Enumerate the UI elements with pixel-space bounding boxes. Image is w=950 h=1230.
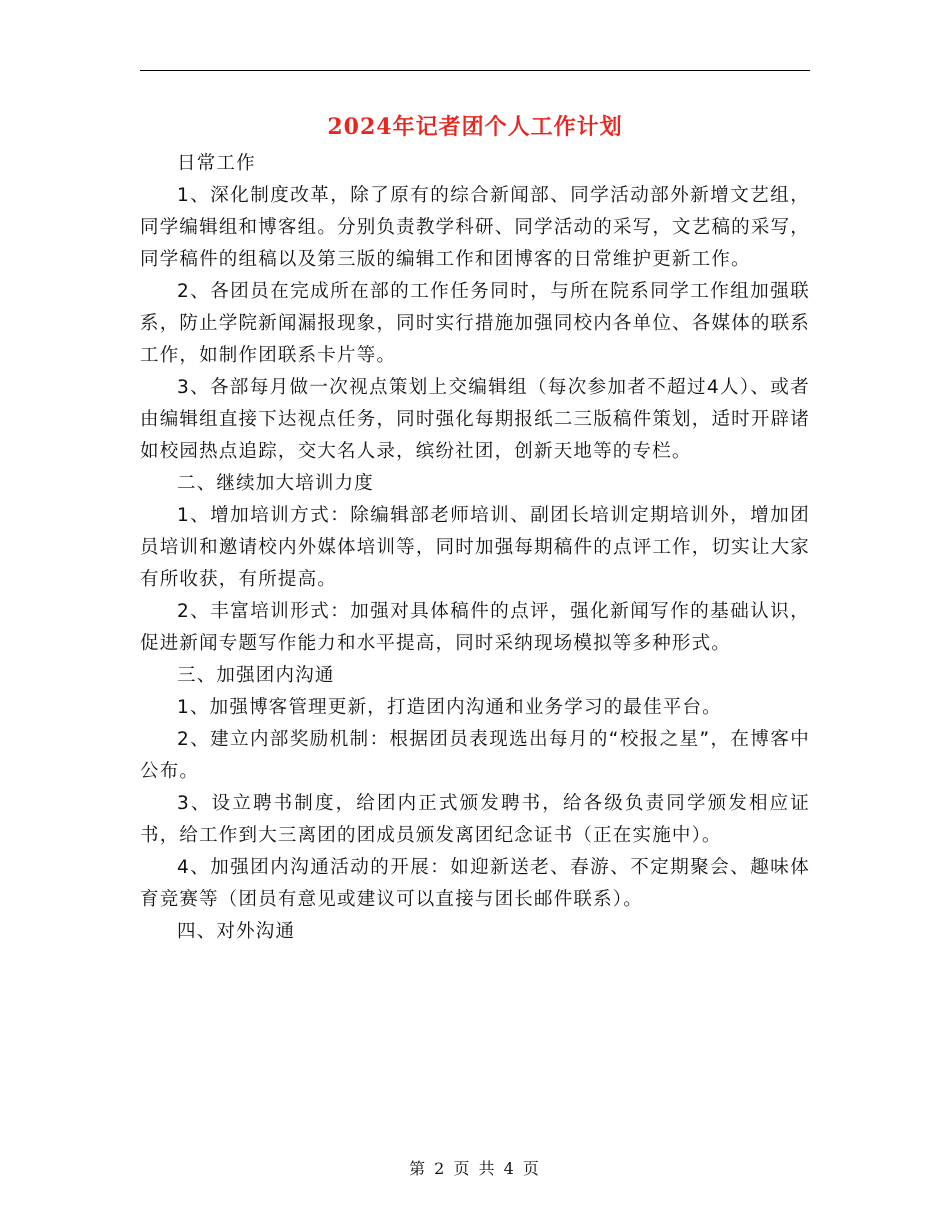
- header-rule: [140, 70, 810, 71]
- document-title: 2024年记者团个人工作计划: [327, 114, 623, 140]
- paragraph: 4、加强团内沟通活动的开展：如迎新送老、春游、不定期聚会、趣味体育竞赛等（团员有意见或建议可以直接与团长邮件联系）。: [140, 857, 810, 910]
- section-heading: 四、对外沟通: [177, 921, 296, 942]
- paragraph: 1、深化制度改革，除了原有的综合新闻部、同学活动部外新增文艺组，同学编辑组和博客组。分别负责教学科研、同学活动的采写，文艺稿的采写，同学稿件的组稿以及第三版的编辑工作和团博客的日常维护更新工作。: [140, 185, 810, 270]
- paragraph: 3、各部每月做一次视点策划上交编辑组（每次参加者不超过4人）、或者由编辑组直接下达视点任务，同时强化每期报纸二三版稿件策划，适时开辟诸如校园热点追踪，交大名人录，缤纷社团，创新天地等的专栏。: [140, 377, 810, 462]
- paragraph: 2、建立内部奖励机制：根据团员表现选出每月的“校报之星”，在博客中公布。: [140, 729, 810, 782]
- section-heading: 二、继续加大培训力度: [177, 473, 375, 494]
- paragraph: 3、设立聘书制度，给团内正式颁发聘书，给各级负责同学颁发相应证书，给工作到大三离团的团成员颁发离团纪念证书（正在实施中）。: [140, 793, 810, 846]
- paragraph: 2、各团员在完成所在部的工作任务同时，与所在院系同学工作组加强联系，防止学院新闻漏报现象，同时实行措施加强同校内各单位、各媒体的联系工作，如制作团联系卡片等。: [140, 281, 810, 366]
- paragraph: 1、加强博客管理更新，打造团内沟通和业务学习的最佳平台。: [177, 697, 722, 718]
- document-body: [140, 148, 810, 948]
- section-heading: 三、加强团内沟通: [177, 665, 335, 686]
- paragraph: 1、增加培训方式：除编辑部老师培训、副团长培训定期培训外，增加团员培训和邀请校内外媒体培训等，同时加强每期稿件的点评工作，切实让大家有所收获，有所提高。: [140, 505, 810, 590]
- paragraph-section-daily: 日常工作: [177, 153, 256, 174]
- page-number-footer: 第 2 页 共 4 页: [409, 1159, 541, 1178]
- paragraph: 2、丰富培训形式：加强对具体稿件的点评，强化新闻写作的基础认识，促进新闻专题写作能力和水平提高，同时采纳现场模拟等多种形式。: [140, 601, 810, 654]
